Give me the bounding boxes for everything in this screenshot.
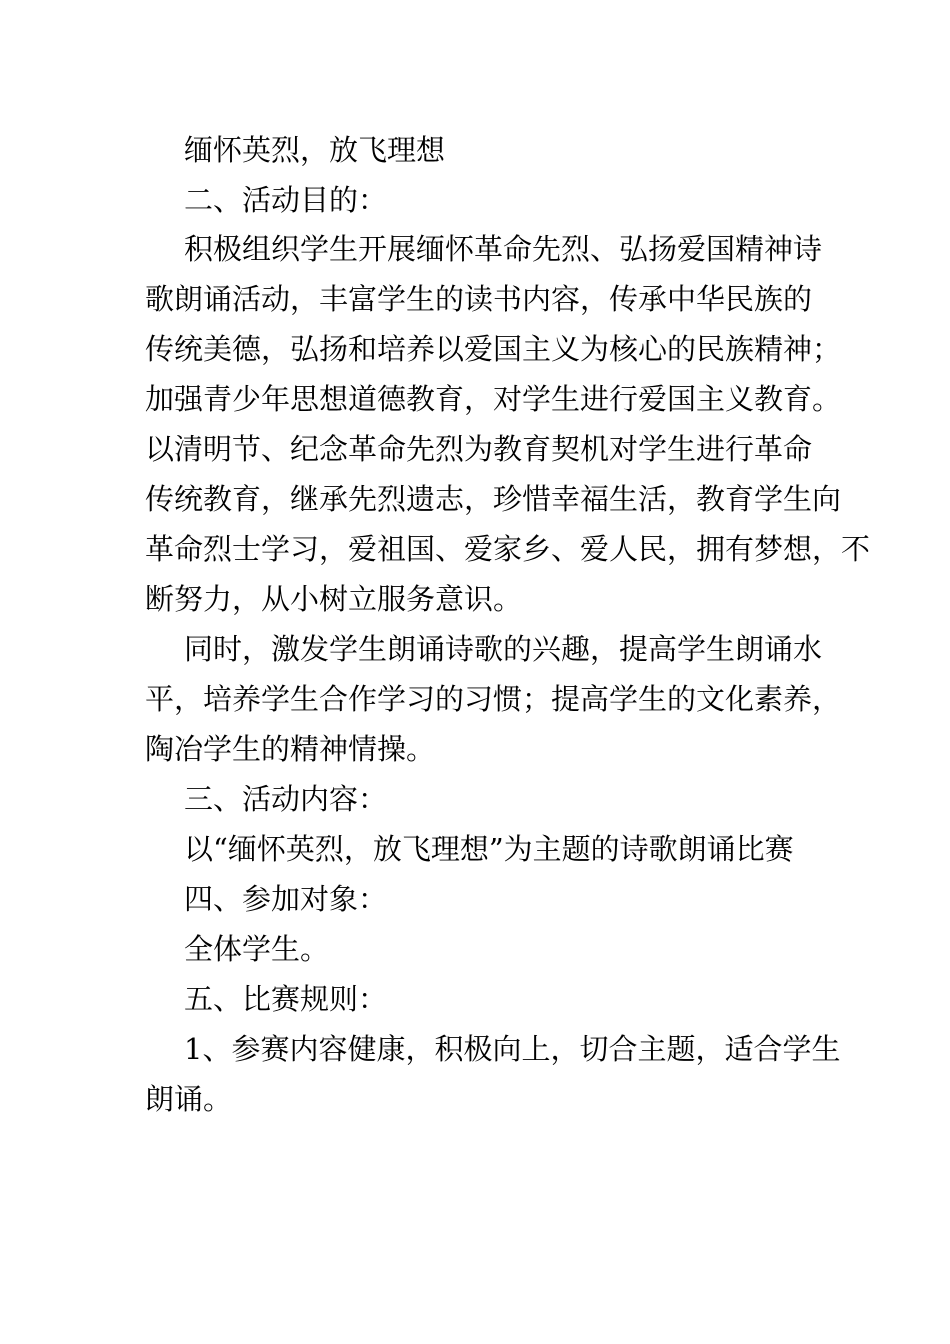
paragraph-line: 朗诵。 — [145, 1082, 233, 1116]
section-heading-goals: 二、活动目的： — [184, 183, 388, 217]
paragraph-line: 传统教育，继承先烈遗志，珍惜幸福生活，教育学生向 — [145, 482, 842, 516]
paragraph-line: 陶冶学生的精神情操。 — [145, 732, 436, 766]
paragraph-line: 歌朗诵活动，丰富学生的读书内容，传承中华民族的 — [145, 282, 813, 316]
section-heading-participants: 四、参加对象： — [184, 882, 388, 916]
paragraph-line: 全体学生。 — [184, 932, 330, 966]
paragraph-line: 断努力，从小树立服务意识。 — [145, 582, 523, 616]
paragraph-line: 积极组织学生开展缅怀革命先烈、弘扬爱国精神诗 — [184, 232, 823, 266]
rule-item: 1、参赛内容健康，积极向上，切合主题，适合学生 — [184, 1032, 841, 1066]
section-heading-rules: 五、比赛规则： — [184, 982, 388, 1016]
paragraph-line: 革命烈士学习，爱祖国、爱家乡、爱人民，拥有梦想，不 — [145, 532, 871, 566]
theme-line: 缅怀英烈，放飞理想 — [184, 133, 446, 167]
paragraph-line: 加强青少年思想道德教育，对学生进行爱国主义教育。 — [145, 382, 842, 416]
paragraph-line: 同时，激发学生朗诵诗歌的兴趣，提高学生朗诵水 — [184, 632, 823, 666]
paragraph-line: 以“缅怀英烈，放飞理想”为主题的诗歌朗诵比赛 — [184, 832, 794, 866]
section-heading-content: 三、活动内容： — [184, 782, 388, 816]
paragraph-line: 以清明节、纪念革命先烈为教育契机对学生进行革命 — [145, 432, 813, 466]
paragraph-line: 传统美德，弘扬和培养以爱国主义为核心的民族精神； — [145, 332, 842, 366]
paragraph-line: 平，培养学生合作学习的习惯；提高学生的文化素养， — [145, 682, 842, 716]
